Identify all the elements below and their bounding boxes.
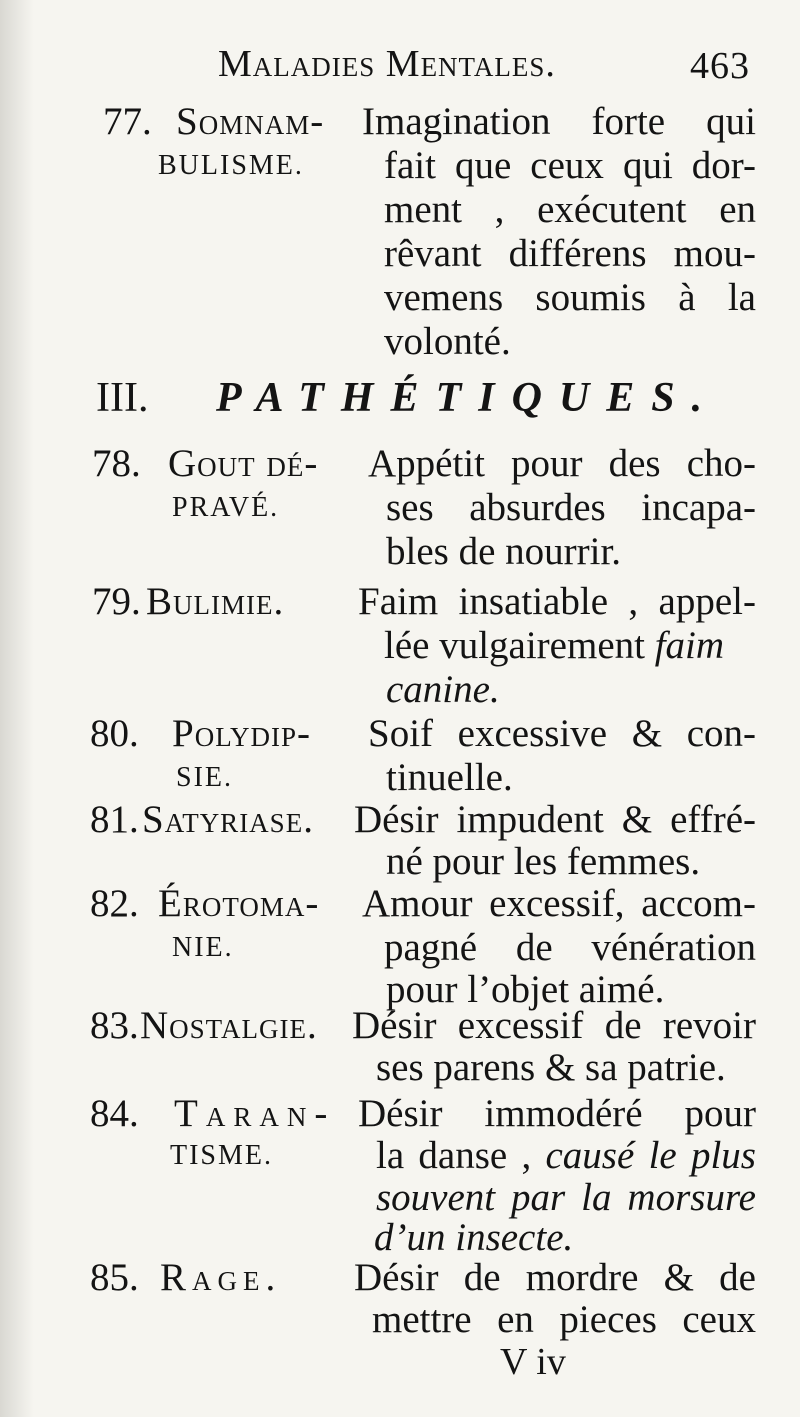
entry-text: rêvant différens mou- [384, 232, 756, 275]
entry-term: Gout dé- [168, 442, 319, 485]
entry-number: 78. [92, 442, 141, 485]
entry-text [384, 624, 756, 668]
entry-number: 83. [90, 1004, 139, 1047]
entry-text: ses absurdes incapa- [386, 486, 756, 529]
entry-84-line-3 [0, 1176, 800, 1220]
entry-text: ment , exécutent en [384, 188, 756, 231]
entry-84-line-2 [0, 1134, 800, 1178]
entry-79-line-2 [0, 624, 800, 668]
entry-85-line-1 [0, 1256, 800, 1300]
section-title: PATHÉTIQUES. [216, 375, 720, 421]
entry-84-line-1 [0, 1092, 800, 1136]
entry-78-line-2 [0, 486, 800, 530]
entry-text: mettre en pieces ceux [372, 1298, 756, 1341]
entry-number: 85. [90, 1256, 139, 1299]
entry-number: 84. [90, 1092, 139, 1135]
entry-term: Érotoma- [158, 882, 320, 925]
entry-text: pagné de vénération [384, 926, 756, 969]
entry-text-italic: souvent par la morsure [376, 1176, 756, 1219]
entry-77-line-4 [0, 232, 800, 276]
page-header [218, 42, 758, 98]
entry-78-line-3 [0, 530, 800, 574]
entry-77-line-6 [0, 320, 800, 364]
entry-text: vemens soumis à la [384, 276, 756, 319]
entry-text-italic: faim [654, 624, 725, 667]
entry-term: Rage. [160, 1256, 282, 1299]
signature-mark: V iv [500, 1341, 566, 1383]
entry-80-line-2 [0, 756, 800, 800]
entry-79-line-3 [0, 668, 800, 712]
entry-text: Faim insatiable , appel- [358, 580, 756, 623]
entry-text: Amour excessif, accom- [362, 882, 756, 925]
entry-term: Somnam- [176, 100, 325, 143]
running-title: Maladies Mentales. [218, 43, 556, 85]
entry-term-continued: PRAVÉ. [172, 492, 280, 523]
entry-term: Satyriase. [142, 798, 314, 841]
entry-77-line-5 [0, 276, 800, 320]
page-number: 463 [690, 45, 750, 87]
entry-text: Appétit pour des cho- [368, 442, 756, 485]
entry-number: 80. [90, 712, 139, 755]
entry-text-plain: lée vulgairement [384, 624, 645, 667]
entry-number: 79. [92, 580, 141, 623]
entry-text-italic: d’un insecte. [374, 1216, 574, 1259]
entry-82-line-2 [0, 926, 800, 970]
entry-85-line-2 [0, 1298, 800, 1342]
entry-text: Soif excessive & con- [368, 712, 756, 755]
entry-term-continued: BULISME. [158, 150, 304, 181]
entry-81-line-2 [0, 840, 800, 884]
section-heading [96, 368, 746, 428]
entry-number: 81. [90, 798, 139, 841]
entry-84-line-4 [0, 1216, 800, 1260]
entry-term-continued: NIE. [172, 932, 234, 963]
entry-text: Désir impudent & effré- [354, 798, 756, 841]
entry-term-continued: SIE. [176, 762, 233, 793]
entry-text: Désir de mordre & de [354, 1256, 756, 1299]
entry-77-line-2 [0, 144, 800, 188]
entry-77-line-3 [0, 188, 800, 232]
entry-term: Nostalgie. [140, 1004, 318, 1047]
entry-81-line-1 [0, 798, 800, 842]
entry-term-continued: TISME. [170, 1140, 273, 1171]
entry-text: fait que ceux qui dor- [384, 144, 756, 187]
entry-83-line-1 [0, 1004, 800, 1048]
entry-number: 82. [90, 882, 139, 925]
entry-number: 77. [103, 100, 152, 143]
entry-text-plain: la danse , [376, 1134, 532, 1177]
entry-text [376, 1134, 756, 1178]
entry-text: tinuelle. [386, 756, 513, 799]
entry-term: Taran- [174, 1092, 336, 1135]
entry-text: Imagination forte qui [362, 100, 756, 143]
entry-term: Polydip- [172, 712, 311, 755]
entry-text: Désir immodéré pour [358, 1092, 756, 1135]
entry-83-line-2 [0, 1046, 800, 1090]
entry-text: pour l’objet aimé. [386, 968, 665, 1011]
entry-text: né pour les femmes. [386, 840, 701, 883]
entry-82-line-1 [0, 882, 800, 926]
entry-text-italic: canine. [386, 668, 500, 711]
entry-text: ses parens & sa patrie. [376, 1046, 726, 1089]
entry-78-line-1 [0, 442, 800, 486]
entry-term: Bulimie. [146, 580, 285, 623]
entry-79-line-1 [0, 580, 800, 624]
entry-80-line-1 [0, 712, 800, 756]
entry-text: Désir excessif de revoir [352, 1004, 756, 1047]
entry-text: volonté. [384, 320, 511, 363]
entry-text: bles de nourrir. [386, 530, 622, 573]
entry-text-italic: causé le plus [545, 1134, 756, 1177]
entry-77-line-1 [0, 100, 800, 144]
section-roman-numeral: III. [96, 375, 149, 421]
